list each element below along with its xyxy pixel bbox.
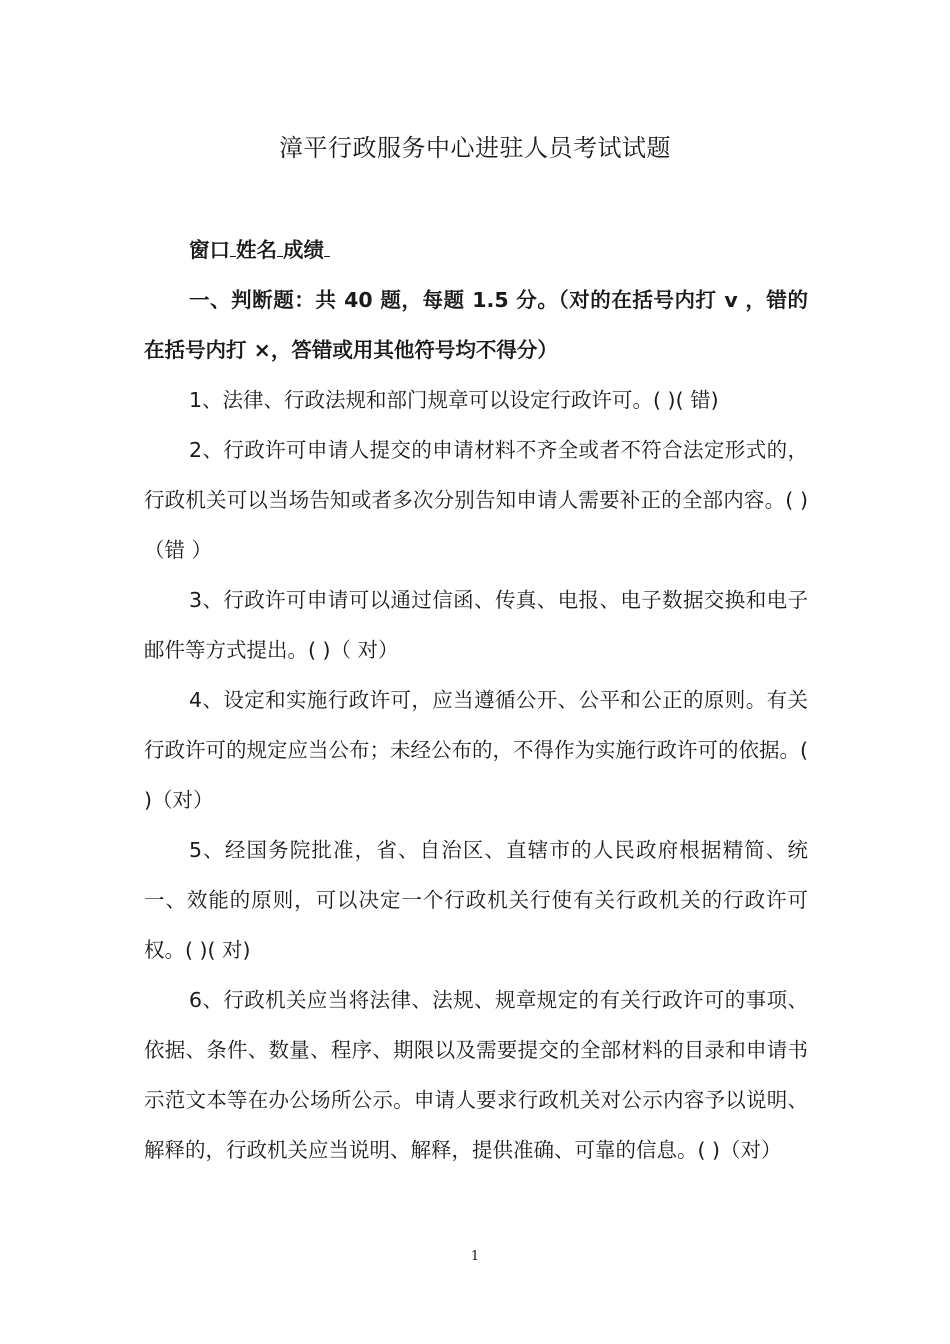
question-answer: ( 错) <box>675 388 719 412</box>
document-body <box>144 225 808 1175</box>
question-answer: （ 对） <box>330 638 399 662</box>
question-answer: （对） <box>720 1138 782 1162</box>
question-text: 1、法律、行政法规和部门规章可以设定行政许可。( ) <box>189 388 676 412</box>
header-fields <box>144 225 808 275</box>
question-text: 3、行政许可申请可以通过信函、传真、电报、电子数据交换和电子邮件等方式提出。( ) <box>144 588 808 662</box>
window-field-label: 窗口 <box>189 238 230 262</box>
page-number: 1 <box>470 1249 480 1264</box>
question-item <box>144 825 808 975</box>
question-text: 5、经国务院批准，省、自治区、直辖市的人民政府根据精简、统一、效能的原则，可以决定一个行政机关行使有关行政机关的行政许可权。( ) <box>144 838 808 962</box>
question-item <box>144 975 808 1175</box>
page-title: 漳平行政服务中心进驻人员考试试题 <box>279 134 671 162</box>
name-field-label: 姓名 <box>236 238 277 262</box>
question-item <box>144 675 808 825</box>
score-field-label: 成绩 <box>283 238 324 262</box>
question-answer: （错 ） <box>144 538 213 562</box>
question-text: 2、行政许可申请人提交的申请材料不齐全或者不符合法定形式的，行政机关可以当场告知或者多次分别告知申请人需要补正的全部内容。( ) <box>144 438 808 512</box>
score-blank <box>324 236 330 257</box>
question-item <box>144 375 808 425</box>
question-text: 6、行政机关应当将法律、法规、规章规定的有关行政许可的事项、依据、条件、数量、程序、期限以及需要提交的全部材料的目录和申请书示范文本等在办公场所公示。申请人要求行政机关对公示内容予以说明、解释的，行政机关应当说明、解释，提供准确、可靠的信息。( ) <box>144 988 808 1162</box>
section-heading: 一、判断题：共 40 题，每题 1.5 分。（对的在括号内打 v ，错的在括号内打 ×，答错或用其他符号均不得分） <box>144 288 808 362</box>
question-item <box>144 575 808 675</box>
question-answer: （对） <box>152 788 214 812</box>
question-item <box>144 425 808 575</box>
question-answer: ( 对) <box>207 938 251 962</box>
question-text: 4、设定和实施行政许可，应当遵循公开、公平和公正的原则。有关行政许可的规定应当公布；未经公布的，不得作为实施行政许可的依据。( ) <box>144 688 808 812</box>
